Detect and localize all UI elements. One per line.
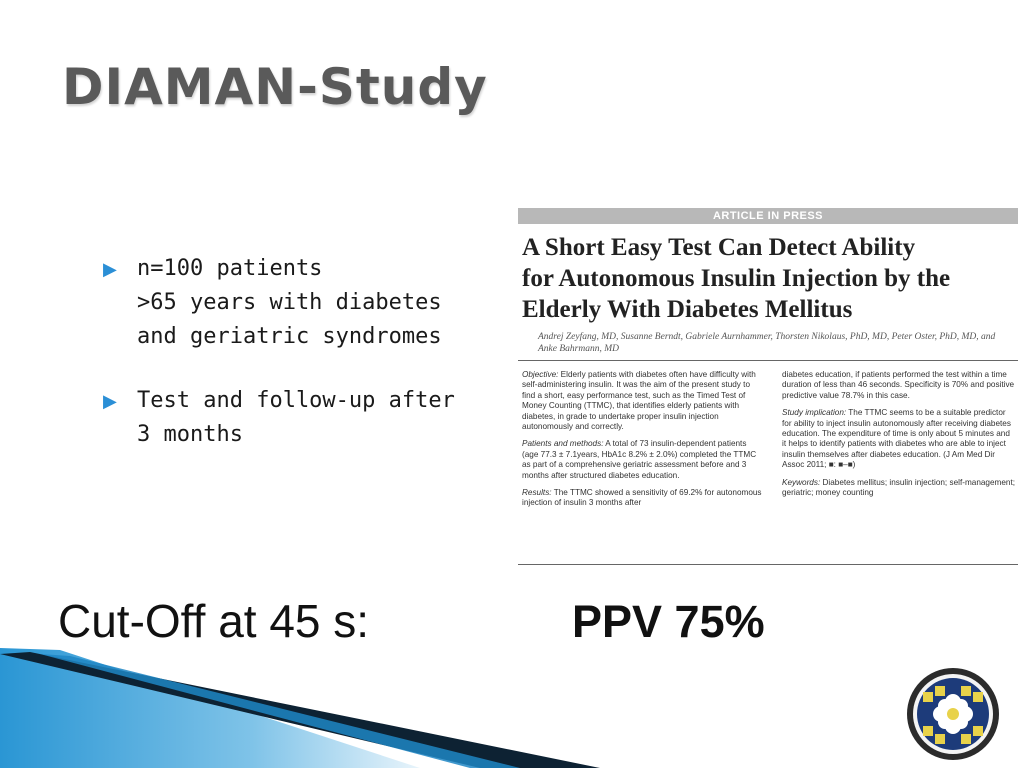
cutoff-label: Cut-Off at 45 s: [58,595,370,647]
results-heading: Results: [522,488,552,498]
article-title [522,232,1018,325]
bullet-item [103,252,503,354]
bullet-line: and geriatric syndromes [137,324,442,349]
article-title-line: for Autonomous Insulin Injection by the [522,265,951,292]
implication-paragraph [782,408,1016,470]
implication-heading: Study implication: [782,408,847,418]
bullet-text [137,384,455,452]
right-arrow-bullet-icon: ▶ [103,259,117,280]
results-paragraph [522,488,762,509]
slide-title: DIAMAN-Study [62,58,488,116]
decorative-swoosh-graphic [0,640,620,768]
bullet-line: 3 months [137,422,243,447]
methods-heading: Patients and methods: [522,439,604,449]
methods-paragraph [522,439,762,481]
bullet-line: Test and follow-up after [137,388,455,413]
bullet-item [103,384,503,452]
article-title-line: A Short Easy Test Can Detect Ability [522,234,916,261]
association-seal-logo [905,666,1001,762]
methods-text: A total of 73 insulin-dependent patients (age 77.3 ± 7.1years, HbA1c 8.2% ± 2.0%) completed the TTMC as part of a comprehensive geriatric assessment before and 3 months after structured diabetes education. [522,439,757,480]
article-authors: Andrej Zeyfang, MD, Susanne Berndt, Gabriele Aurnhammer, Thorsten Nikolaus, PhD, MD, Peter Oster, PhD, MD, and Anke Bahrmann, MD [538,332,996,354]
keywords-heading: Keywords: [782,477,821,487]
bullet-line: >65 years with diabetes [137,290,442,315]
article-excerpt-image [518,208,1018,570]
keywords-text: Diabetes mellitus; insulin injection; self-management; geriatric; money counting [782,477,1016,498]
article-title-line: Elderly With Diabetes Mellitus [522,296,853,323]
article-in-press-banner: ARTICLE IN PRESS [518,208,1018,224]
objective-heading: Objective: [522,370,559,379]
bullet-line: n=100 patients [137,256,323,281]
objective-paragraph [522,370,762,432]
results-text: The TTMC showed a sensitivity of 69.2% for autonomous injection of insulin 3 months after [522,488,762,508]
implication-text: The TTMC seems to be a suitable predictor for ability to inject insulin autonomously after receiving diabetes education. The expenditure of time is only about 5 minutes and it helps to identify patients with diabetes who are able to inject insulin themselves after diabetes education. (J Am Med Dir Assoc 2011; ■: ■–■) [782,408,1011,470]
results-continued: diabetes education, if patients performed the test within a time duration of less than 46 seconds. Specificity is 70% and positive predictive value 78.7% in this case. [782,370,1015,400]
article-bottom-divider [518,564,1018,565]
keywords-paragraph [782,478,1016,499]
article-left-column [522,370,762,516]
ppv-label: PPV 75% [572,596,765,647]
bullet-list [103,252,503,482]
article-divider [518,360,1018,361]
bullet-text [137,252,442,354]
objective-text: Elderly patients with diabetes often have difficulty with self-administering insulin. It was the aim of the present study to find a short, easy performance test, such as the Timed Test of Money Counting (TTMC), that identifies elderly patients with diabetes, in grade to undertake proper insulin injection autonomously and correctly. [522,370,756,432]
article-right-column [782,370,1016,505]
right-arrow-bullet-icon: ▶ [103,391,117,412]
